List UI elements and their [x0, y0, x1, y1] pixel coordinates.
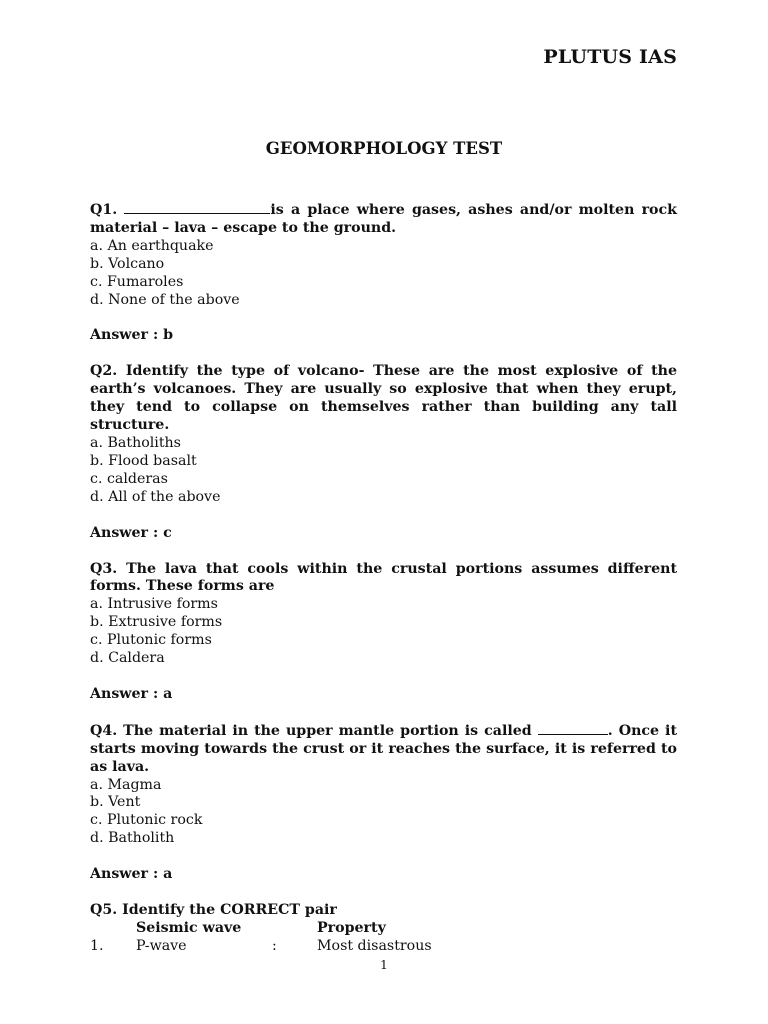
question-text-part: . Once it starts moving towards the crust or it reaches the surface, it is referred to as lava. — [90, 722, 678, 775]
page-title: GEOMORPHOLOGY TEST — [265, 139, 503, 158]
fill-in-blank — [538, 722, 608, 735]
answer-line: Answer : c — [90, 524, 172, 541]
question-text-part: Q4. The material in the upper mantle portion is called — [90, 722, 532, 739]
option: c. Plutonic forms — [90, 632, 212, 649]
pairs-table — [90, 920, 432, 956]
option: d. Batholith — [90, 830, 175, 847]
property-cell: Most disastrous — [317, 937, 432, 954]
option: d. None of the above — [90, 291, 240, 308]
question-text — [90, 201, 677, 238]
question-2 — [90, 363, 677, 560]
option: a. Magma — [90, 776, 162, 793]
question-text: Q2. Identify the type of volcano- These are the most explosive of the earth’s volcanoes. They are usually so explosive that when they erupt, they tend to collapse on themselves rather than building any tall structure. — [90, 363, 677, 434]
option: b. Volcano — [90, 255, 165, 272]
question-list — [90, 201, 677, 956]
option: a. Batholiths — [90, 434, 181, 451]
option: b. Extrusive forms — [90, 614, 223, 631]
option: b. Vent — [90, 794, 141, 811]
question-text — [90, 722, 677, 777]
separator-cell: : — [272, 937, 277, 954]
fill-in-blank — [124, 201, 270, 214]
option: d. All of the above — [90, 488, 221, 505]
question-text: Q5. Identify the CORRECT pair — [90, 902, 337, 919]
question-3 — [90, 561, 677, 722]
brand-header: PLUTUS IAS — [543, 46, 677, 68]
row-number: 1. — [90, 937, 104, 954]
table-header-row — [90, 920, 432, 938]
question-number: Q1. — [90, 202, 118, 218]
option: c. Plutonic rock — [90, 812, 203, 829]
question-5 — [90, 902, 677, 956]
option: c. calderas — [90, 470, 168, 487]
option: d. Caldera — [90, 650, 165, 667]
option: b. Flood basalt — [90, 452, 197, 469]
column-header: Property — [317, 920, 386, 936]
option: c. Fumaroles — [90, 273, 184, 290]
question-text-part: is a place where gases, ashes and/or molten rock material – lava – escape to the ground. — [90, 202, 677, 236]
seismic-wave-cell: P-wave — [136, 937, 187, 954]
question-text: Q3. The lava that cools within the crustal portions assumes different forms. These forms are — [90, 560, 677, 595]
answer-line: Answer : b — [90, 327, 174, 344]
question-4 — [90, 722, 677, 902]
answer-line: Answer : a — [90, 866, 173, 883]
question-1 — [90, 201, 677, 363]
column-header: Seismic wave — [136, 920, 242, 936]
answer-line: Answer : a — [90, 685, 173, 702]
option: a. Intrusive forms — [90, 596, 218, 613]
page-number: 1 — [380, 958, 388, 972]
option: a. An earthquake — [90, 237, 214, 254]
table-row — [90, 938, 432, 956]
